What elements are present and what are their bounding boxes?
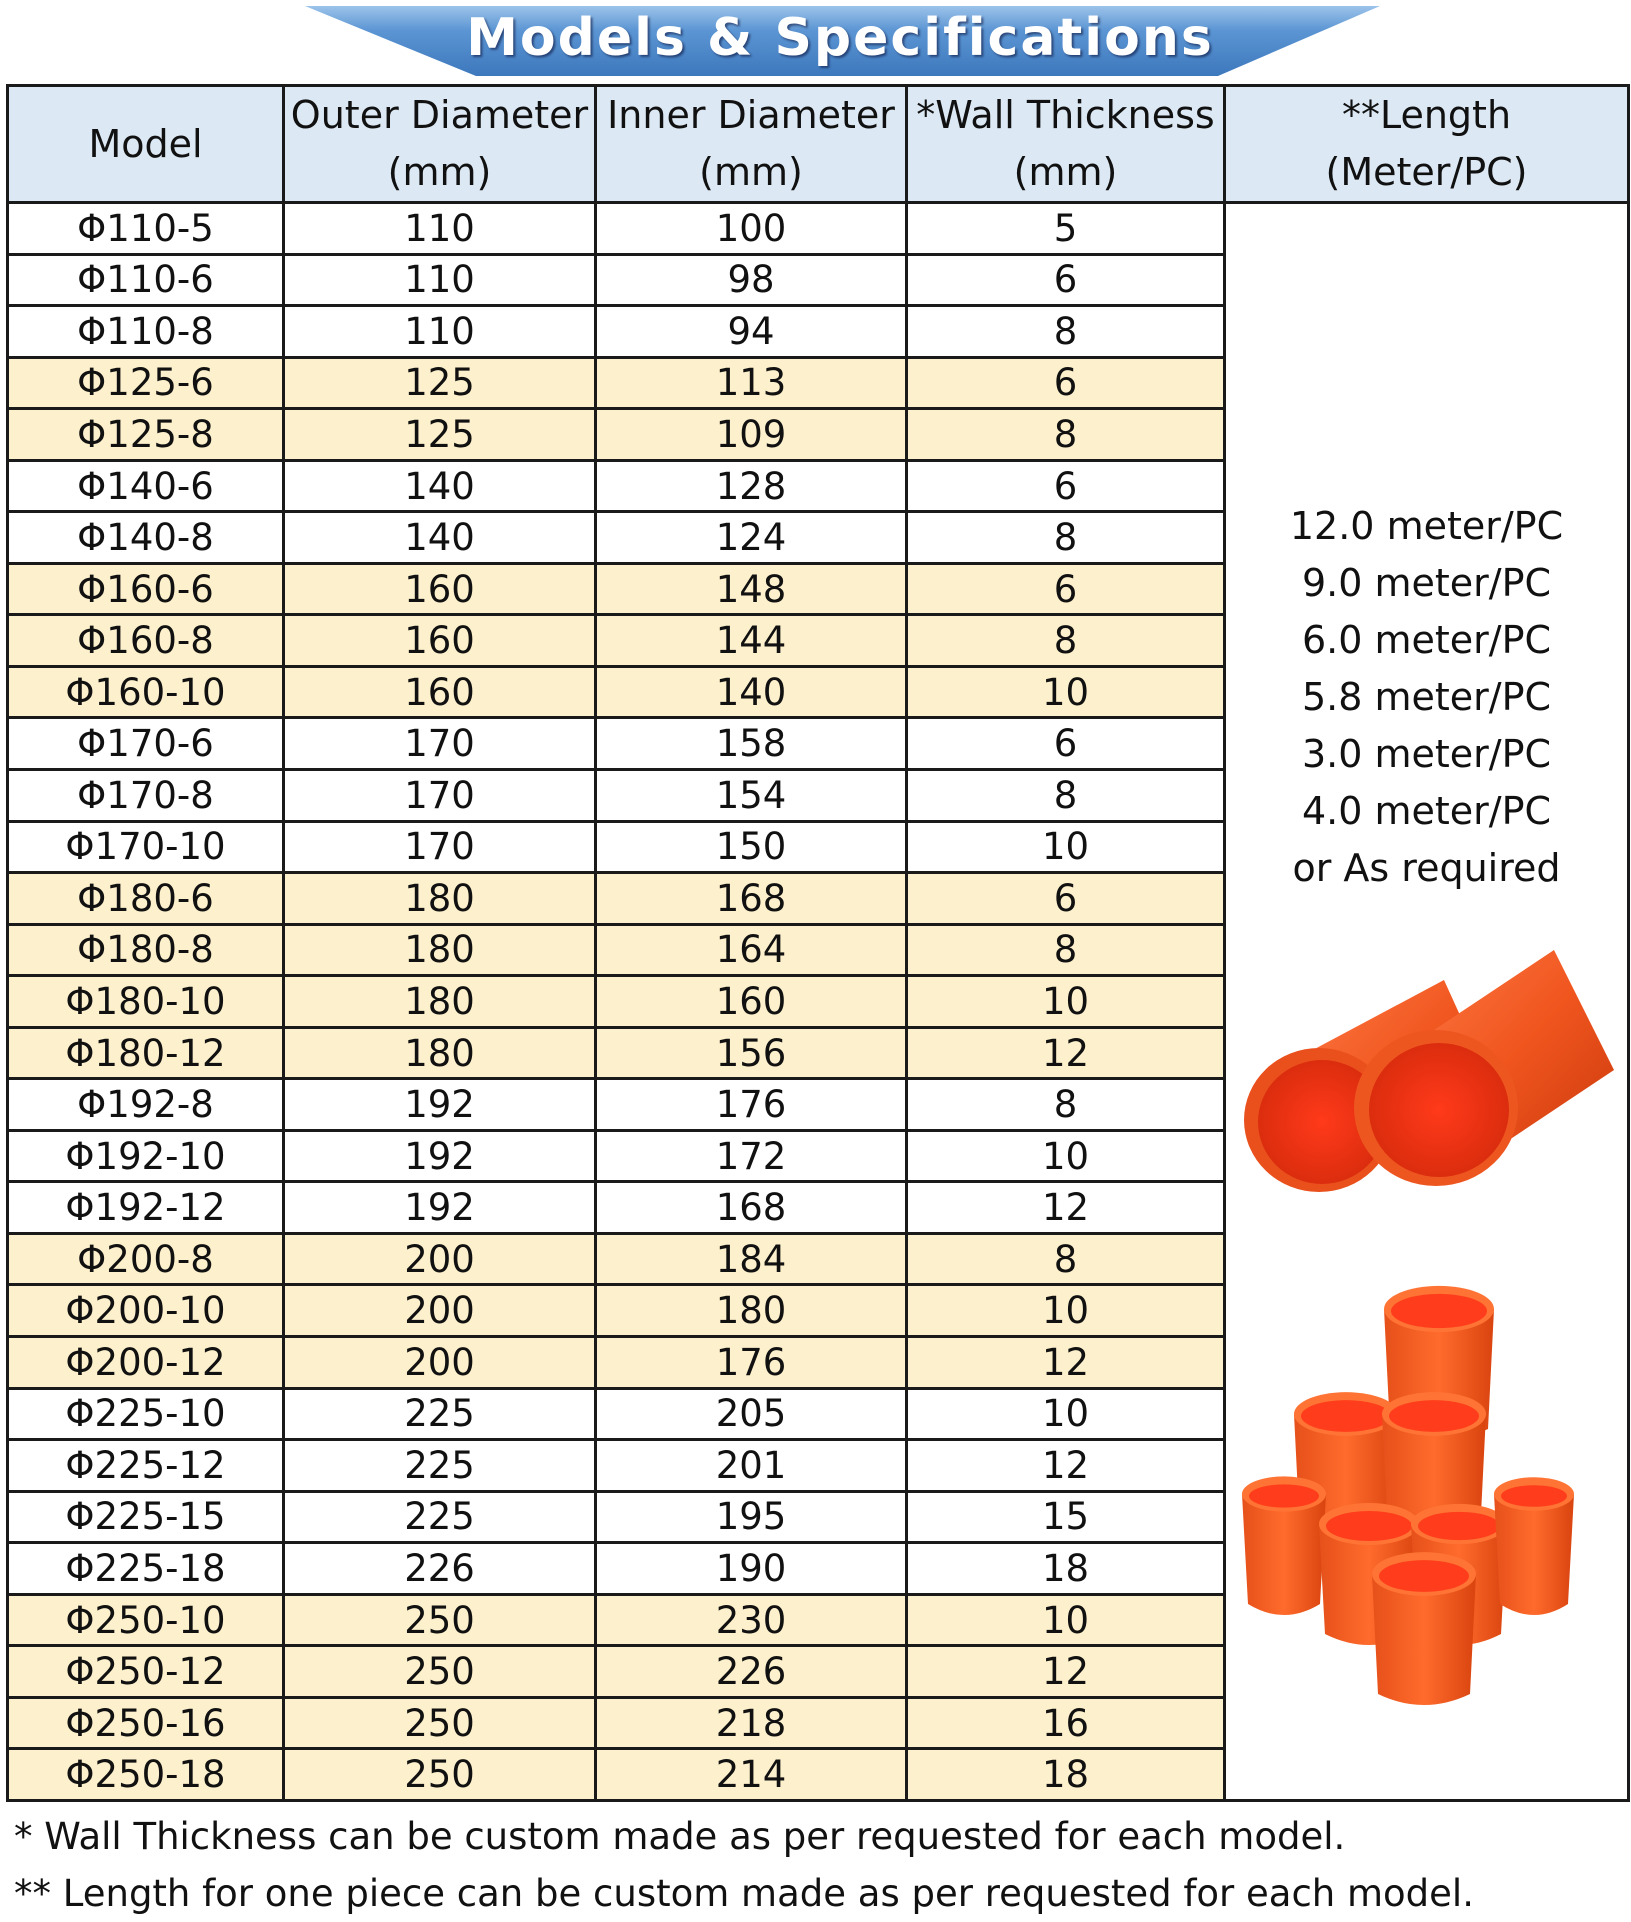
length-option: 5.8 meter/PC — [1301, 675, 1552, 719]
cell-inner-diameter: 124 — [596, 512, 907, 564]
cell-model: Φ170-6 — [8, 718, 284, 770]
cell-model: Φ180-8 — [8, 924, 284, 976]
cell-wall-thickness: 8 — [907, 615, 1225, 667]
header-wall-thickness: *Wall Thickness (mm) — [907, 86, 1225, 203]
banner-title: Models & Specifications — [466, 8, 1214, 68]
cell-wall-thickness: 6 — [907, 357, 1225, 409]
cell-inner-diameter: 160 — [596, 976, 907, 1028]
cell-inner-diameter: 205 — [596, 1388, 907, 1440]
cell-inner-diameter: 150 — [596, 821, 907, 873]
cell-model: Φ170-8 — [8, 770, 284, 822]
cell-model: Φ125-8 — [8, 409, 284, 461]
cell-wall-thickness: 12 — [907, 1027, 1225, 1079]
cell-model: Φ192-8 — [8, 1079, 284, 1131]
cell-outer-diameter: 225 — [284, 1388, 596, 1440]
cell-inner-diameter: 226 — [596, 1646, 907, 1698]
table-header-row — [8, 86, 1629, 203]
cell-wall-thickness: 6 — [907, 460, 1225, 512]
cell-outer-diameter: 192 — [284, 1182, 596, 1234]
cell-wall-thickness: 12 — [907, 1182, 1225, 1234]
length-option: 6.0 meter/PC — [1301, 618, 1552, 662]
cell-inner-diameter: 218 — [596, 1697, 907, 1749]
header-outer-diameter: Outer Diameter (mm) — [284, 86, 596, 203]
cell-inner-diameter: 128 — [596, 460, 907, 512]
cell-wall-thickness: 16 — [907, 1697, 1225, 1749]
pipe-cup-icon — [1242, 1476, 1326, 1615]
cell-outer-diameter: 160 — [284, 615, 596, 667]
cell-outer-diameter: 200 — [284, 1233, 596, 1285]
cell-wall-thickness: 8 — [907, 409, 1225, 461]
cell-wall-thickness: 12 — [907, 1646, 1225, 1698]
cell-outer-diameter: 125 — [284, 409, 596, 461]
cell-model: Φ192-10 — [8, 1130, 284, 1182]
cell-outer-diameter: 250 — [284, 1749, 596, 1801]
cell-wall-thickness: 10 — [907, 976, 1225, 1028]
cell-model: Φ170-10 — [8, 821, 284, 873]
specifications-table — [6, 84, 1630, 1802]
cell-inner-diameter: 172 — [596, 1130, 907, 1182]
cell-outer-diameter: 125 — [284, 357, 596, 409]
pipe-cup-icon — [1494, 1477, 1574, 1615]
cell-model: Φ180-12 — [8, 1027, 284, 1079]
cell-wall-thickness: 10 — [907, 666, 1225, 718]
cell-inner-diameter: 113 — [596, 357, 907, 409]
header-length: **Length (Meter/PC) — [1225, 86, 1629, 203]
cell-wall-thickness: 10 — [907, 1130, 1225, 1182]
length-option: or As required — [1292, 846, 1561, 890]
cell-model: Φ200-12 — [8, 1337, 284, 1389]
cell-model: Φ140-6 — [8, 460, 284, 512]
cell-outer-diameter: 170 — [284, 718, 596, 770]
cell-outer-diameter: 180 — [284, 1027, 596, 1079]
cell-outer-diameter: 200 — [284, 1337, 596, 1389]
cell-model: Φ125-6 — [8, 357, 284, 409]
title-banner — [0, 0, 1631, 80]
cell-model: Φ192-12 — [8, 1182, 284, 1234]
cell-inner-diameter: 168 — [596, 1182, 907, 1234]
footnotes — [14, 1808, 1614, 1922]
pipe-cup-icon — [1372, 1552, 1476, 1705]
cell-inner-diameter: 158 — [596, 718, 907, 770]
cell-outer-diameter: 110 — [284, 203, 596, 255]
cell-wall-thickness: 10 — [907, 1388, 1225, 1440]
cell-model: Φ250-18 — [8, 1749, 284, 1801]
cell-wall-thickness: 10 — [907, 1285, 1225, 1337]
table-row — [8, 203, 1629, 255]
cell-wall-thickness: 18 — [907, 1749, 1225, 1801]
cell-outer-diameter: 170 — [284, 770, 596, 822]
cell-wall-thickness: 18 — [907, 1543, 1225, 1595]
cell-wall-thickness: 8 — [907, 924, 1225, 976]
cell-model: Φ110-5 — [8, 203, 284, 255]
cell-inner-diameter: 195 — [596, 1491, 907, 1543]
cell-model: Φ225-10 — [8, 1388, 284, 1440]
cell-model: Φ200-8 — [8, 1233, 284, 1285]
cell-model: Φ250-16 — [8, 1697, 284, 1749]
cell-outer-diameter: 226 — [284, 1543, 596, 1595]
cell-inner-diameter: 144 — [596, 615, 907, 667]
cell-outer-diameter: 192 — [284, 1130, 596, 1182]
cell-outer-diameter: 250 — [284, 1646, 596, 1698]
pipe-stack-image — [1234, 1254, 1624, 1744]
cell-model: Φ225-15 — [8, 1491, 284, 1543]
cell-outer-diameter: 250 — [284, 1697, 596, 1749]
table-body — [8, 203, 1629, 1801]
cell-wall-thickness: 10 — [907, 821, 1225, 873]
cell-inner-diameter: 190 — [596, 1543, 907, 1595]
cell-inner-diameter: 109 — [596, 409, 907, 461]
cell-wall-thickness: 12 — [907, 1337, 1225, 1389]
cell-model: Φ110-8 — [8, 306, 284, 358]
cell-inner-diameter: 98 — [596, 254, 907, 306]
cell-model: Φ180-6 — [8, 873, 284, 925]
cell-inner-diameter: 184 — [596, 1233, 907, 1285]
cell-outer-diameter: 110 — [284, 306, 596, 358]
cell-wall-thickness: 8 — [907, 1079, 1225, 1131]
pipe-pair-image — [1234, 940, 1624, 1200]
cell-model: Φ180-10 — [8, 976, 284, 1028]
cell-wall-thickness: 15 — [907, 1491, 1225, 1543]
cell-wall-thickness: 8 — [907, 512, 1225, 564]
length-options-list — [1226, 498, 1627, 897]
cell-outer-diameter: 140 — [284, 512, 596, 564]
cell-wall-thickness: 5 — [907, 203, 1225, 255]
cell-outer-diameter: 160 — [284, 563, 596, 615]
cell-inner-diameter: 168 — [596, 873, 907, 925]
header-model: Model — [8, 86, 284, 203]
cell-outer-diameter: 170 — [284, 821, 596, 873]
cell-inner-diameter: 230 — [596, 1594, 907, 1646]
cell-wall-thickness: 10 — [907, 1594, 1225, 1646]
cell-outer-diameter: 160 — [284, 666, 596, 718]
cell-outer-diameter: 200 — [284, 1285, 596, 1337]
cell-model: Φ225-12 — [8, 1440, 284, 1492]
header-inner-diameter: Inner Diameter (mm) — [596, 86, 907, 203]
cell-model: Φ160-6 — [8, 563, 284, 615]
cell-inner-diameter: 164 — [596, 924, 907, 976]
length-option: 12.0 meter/PC — [1289, 504, 1564, 548]
footnote-length: ** Length for one piece can be custom made as per requested for each model. — [14, 1872, 1474, 1915]
cell-outer-diameter: 180 — [284, 924, 596, 976]
cell-model: Φ200-10 — [8, 1285, 284, 1337]
cell-model: Φ160-8 — [8, 615, 284, 667]
cell-wall-thickness: 8 — [907, 1233, 1225, 1285]
cell-outer-diameter: 250 — [284, 1594, 596, 1646]
length-option: 3.0 meter/PC — [1301, 732, 1552, 776]
cell-outer-diameter: 180 — [284, 873, 596, 925]
cell-inner-diameter: 148 — [596, 563, 907, 615]
cell-wall-thickness: 12 — [907, 1440, 1225, 1492]
cell-inner-diameter: 214 — [596, 1749, 907, 1801]
cell-model: Φ110-6 — [8, 254, 284, 306]
length-options-cell — [1225, 203, 1629, 1801]
cell-outer-diameter: 140 — [284, 460, 596, 512]
cell-inner-diameter: 140 — [596, 666, 907, 718]
cell-inner-diameter: 94 — [596, 306, 907, 358]
cell-wall-thickness: 6 — [907, 873, 1225, 925]
cell-model: Φ225-18 — [8, 1543, 284, 1595]
cell-wall-thickness: 6 — [907, 254, 1225, 306]
cell-wall-thickness: 8 — [907, 306, 1225, 358]
cell-outer-diameter: 225 — [284, 1491, 596, 1543]
length-option: 9.0 meter/PC — [1301, 561, 1552, 605]
cell-inner-diameter: 176 — [596, 1337, 907, 1389]
cell-model: Φ250-10 — [8, 1594, 284, 1646]
length-option: 4.0 meter/PC — [1301, 789, 1552, 833]
cell-outer-diameter: 110 — [284, 254, 596, 306]
cell-model: Φ160-10 — [8, 666, 284, 718]
cell-inner-diameter: 100 — [596, 203, 907, 255]
cell-inner-diameter: 154 — [596, 770, 907, 822]
cell-model: Φ250-12 — [8, 1646, 284, 1698]
footnote-wall-thickness: * Wall Thickness can be custom made as per requested for each model. — [14, 1815, 1346, 1858]
cell-wall-thickness: 8 — [907, 770, 1225, 822]
cell-inner-diameter: 180 — [596, 1285, 907, 1337]
cell-outer-diameter: 192 — [284, 1079, 596, 1131]
cell-wall-thickness: 6 — [907, 718, 1225, 770]
cell-outer-diameter: 225 — [284, 1440, 596, 1492]
cell-inner-diameter: 176 — [596, 1079, 907, 1131]
cell-inner-diameter: 156 — [596, 1027, 907, 1079]
cell-wall-thickness: 6 — [907, 563, 1225, 615]
cell-model: Φ140-8 — [8, 512, 284, 564]
cell-inner-diameter: 201 — [596, 1440, 907, 1492]
cell-outer-diameter: 180 — [284, 976, 596, 1028]
